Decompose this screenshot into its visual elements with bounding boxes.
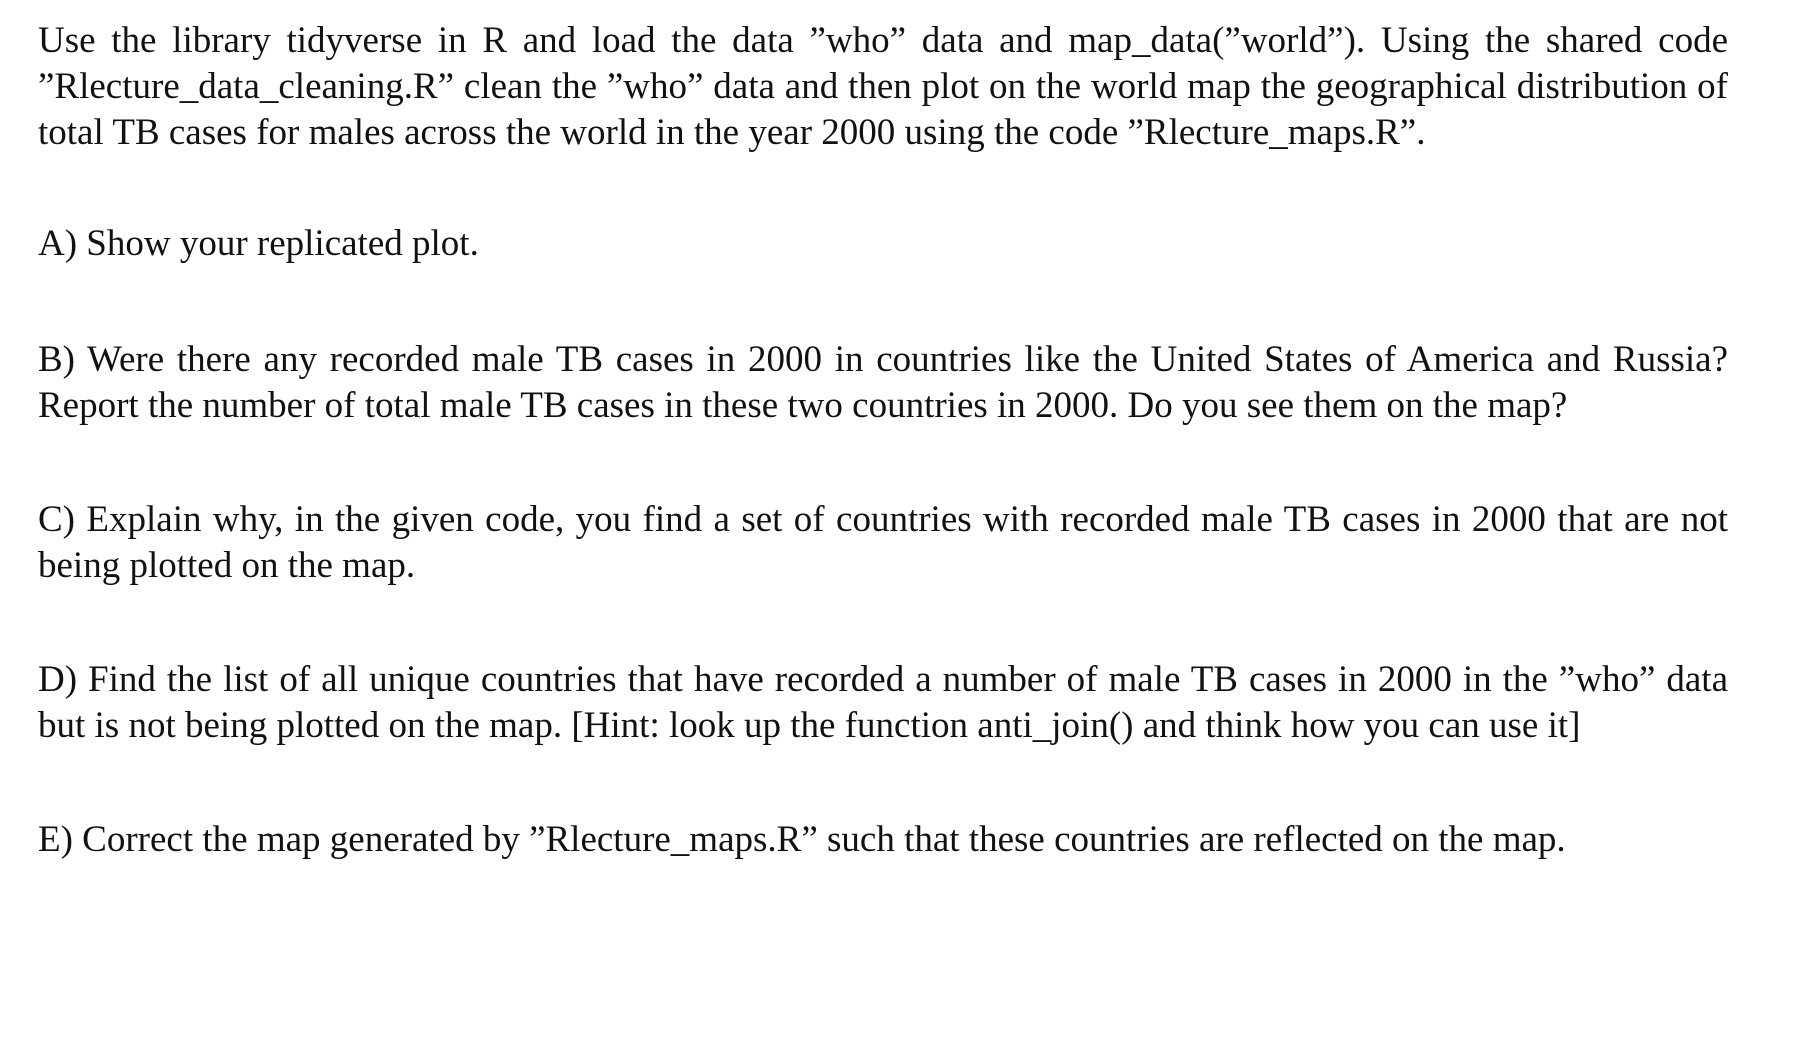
question-a: A) Show your replicated plot.: [38, 223, 479, 264]
intro-paragraph: Use the library tidyverse in R and load the data ”who” data and map_data(”world”). Using the shared code ”Rlecture_data_cleaning.R” clean the ”who” data and then plot on the world map the geographical distribution of total TB cases for males across the world in the year 2000 using the code ”Rlecture_maps.R”.: [38, 20, 1728, 153]
question-b: B) Were there any recorded male TB cases in 2000 in countries like the United States of America and Russia? Report the number of total male TB cases in these two countries in 2000. Do you see them on the map?: [38, 339, 1728, 426]
question-c: C) Explain why, in the given code, you find a set of countries with recorded male TB cases in 2000 that are not being plotted on the map.: [38, 499, 1728, 586]
question-e: E) Correct the map generated by ”Rlecture_maps.R” such that these countries are reflected on the map.: [38, 819, 1566, 860]
question-d: D) Find the list of all unique countries that have recorded a number of male TB cases in 2000 in the ”who” data but is not being plotted on the map. [Hint: look up the function anti_join() and think how you can use it]: [38, 659, 1728, 746]
assignment-document: [38, 18, 1728, 863]
